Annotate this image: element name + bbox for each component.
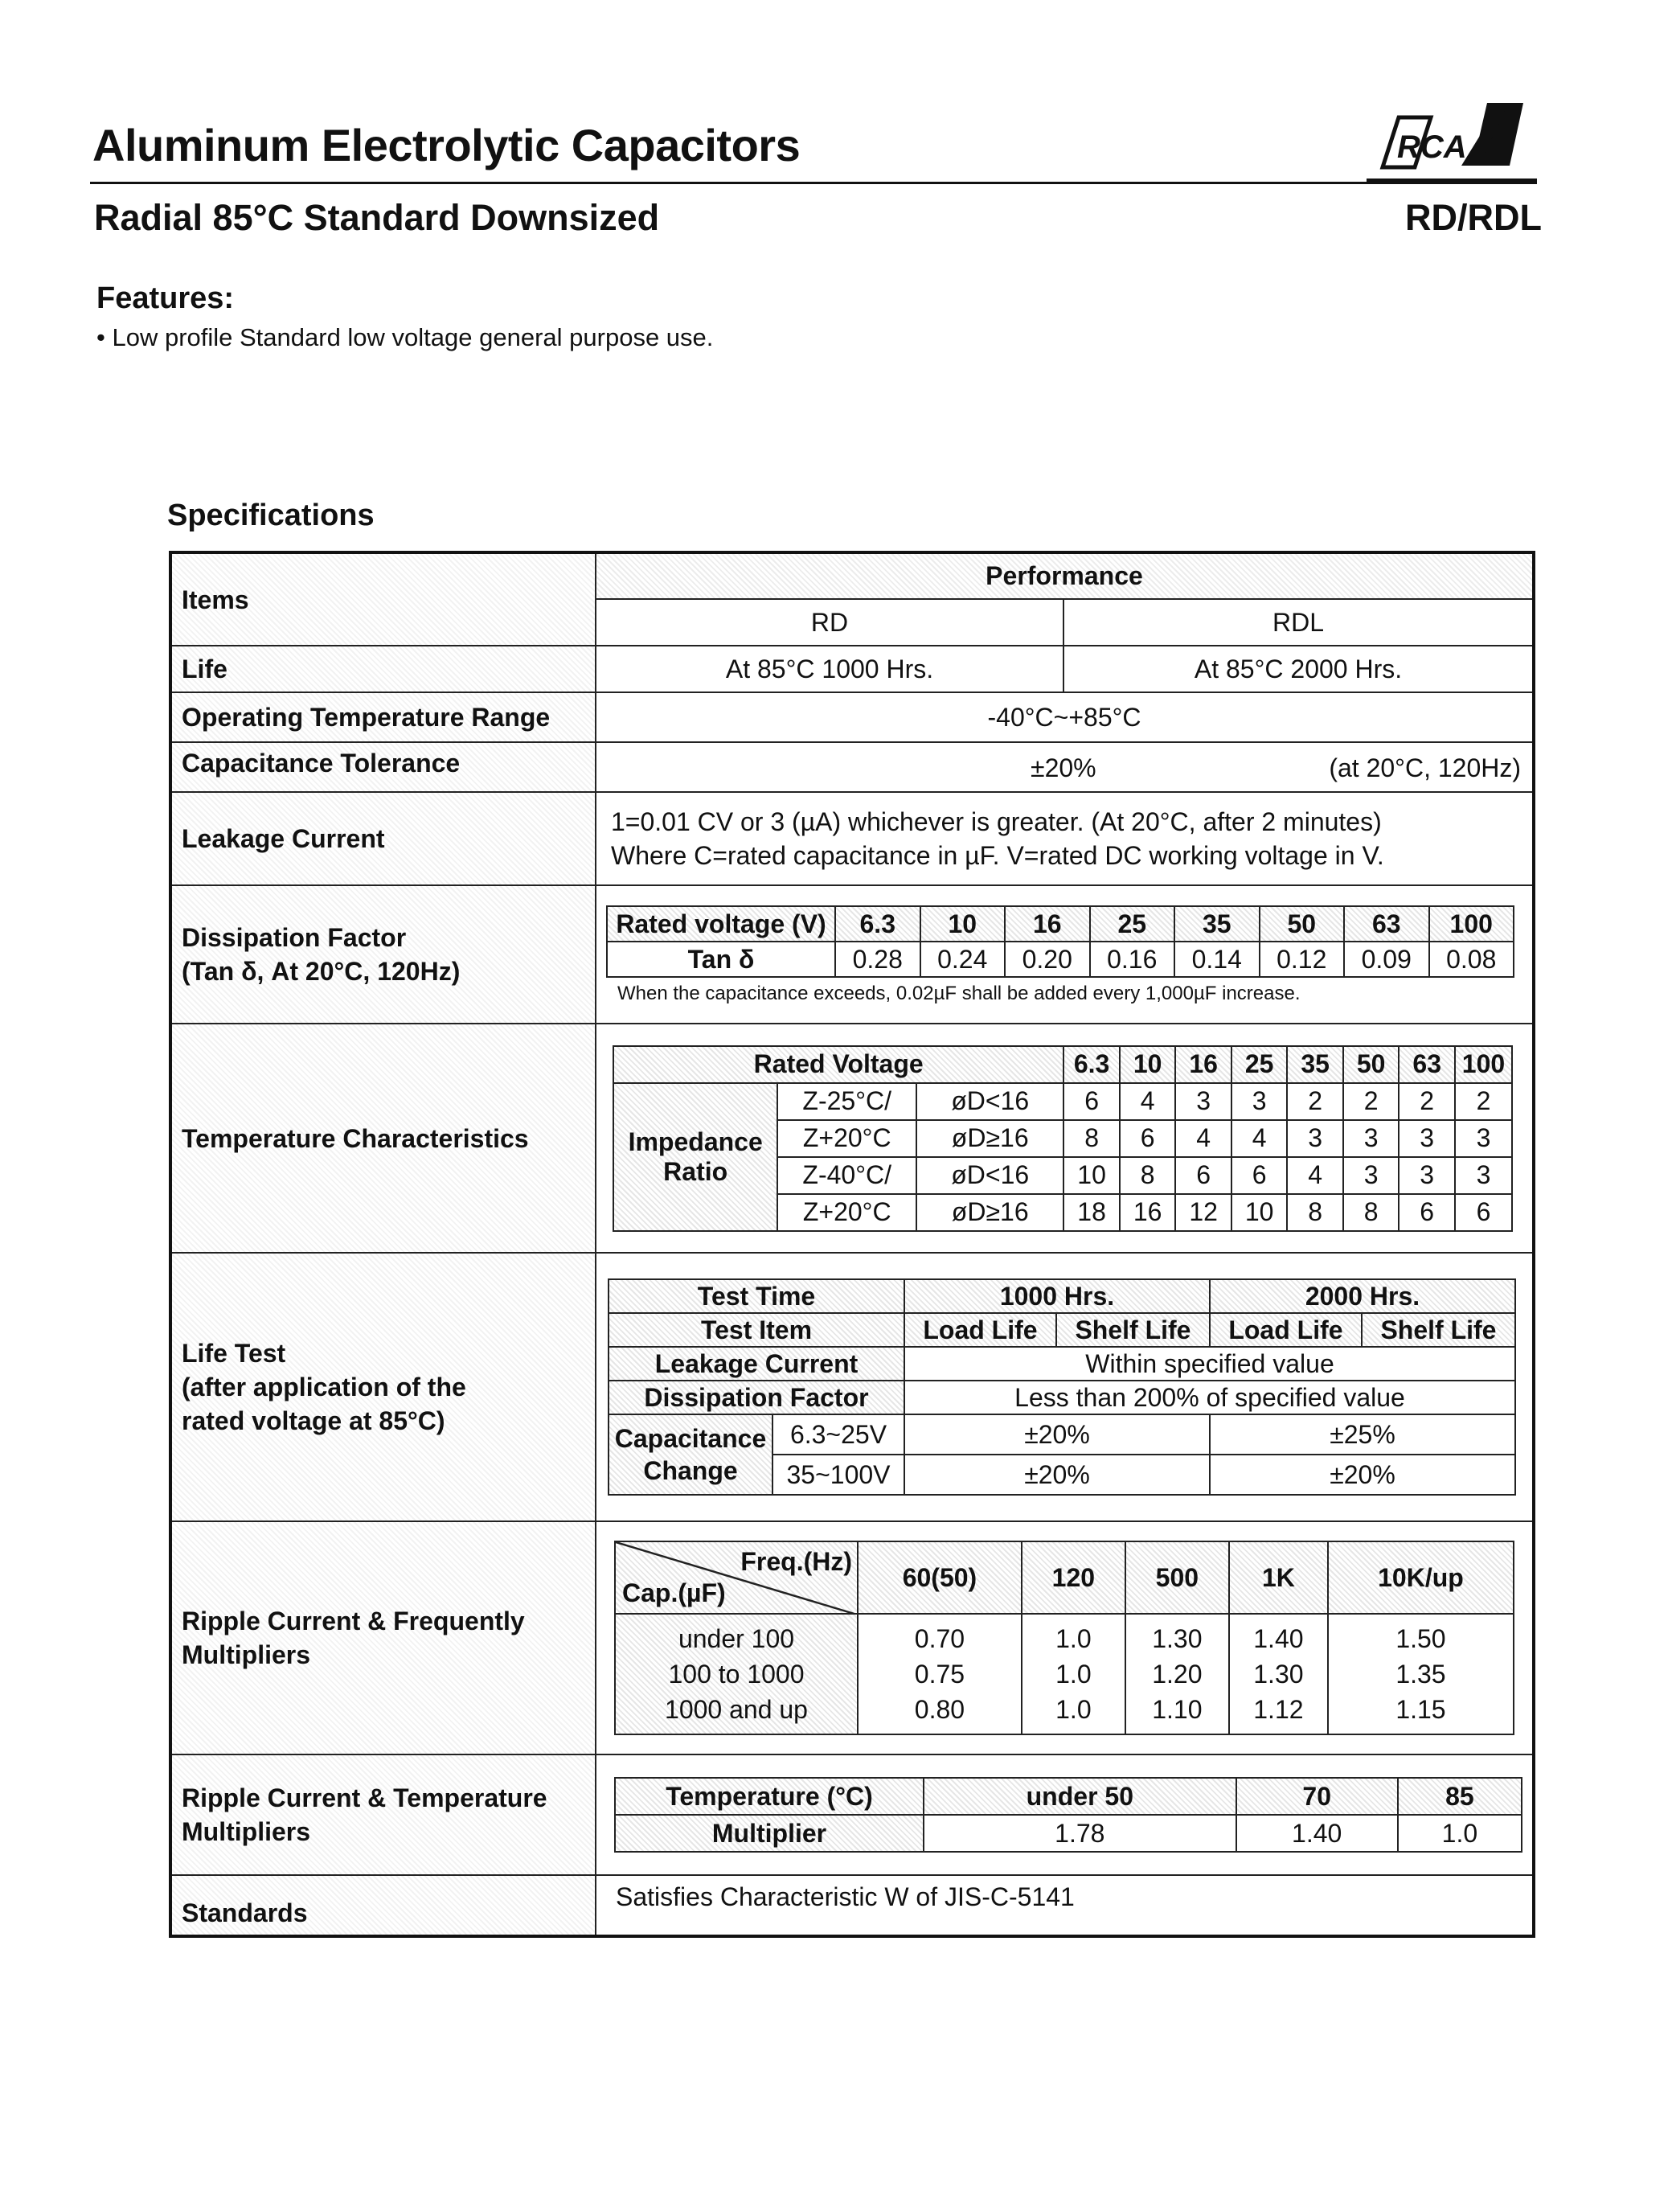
features-heading: Features: xyxy=(96,281,235,315)
rf-label-line2: Multipliers xyxy=(182,1640,311,1669)
tc-value-1-4: 3 xyxy=(1287,1120,1343,1157)
rf-value-2-4: 1.15 xyxy=(1395,1695,1446,1724)
rf-cap-label: Cap.(µF) xyxy=(622,1578,726,1607)
df-label-line1: Dissipation Factor xyxy=(182,923,407,952)
rf-value-0-0: 0.70 xyxy=(914,1624,965,1653)
lt-cell xyxy=(596,1253,1534,1521)
df-note: When the capacitance exceeds, 0.02µF shall be added every 1,000µF increase. xyxy=(617,983,1301,1004)
leakage-label: Leakage Current xyxy=(170,792,596,885)
df-voltage-4: 35 xyxy=(1174,906,1260,942)
rt-temp-header: Temperature (°C) xyxy=(615,1778,924,1815)
cap-tol-value: ±20% xyxy=(1031,753,1096,782)
lt-label-line3: rated voltage at 85°C) xyxy=(182,1406,445,1435)
tc-value-2-4: 4 xyxy=(1287,1157,1343,1194)
rt-label-line2: Multipliers xyxy=(182,1817,311,1846)
tc-value-3-2: 12 xyxy=(1175,1194,1231,1231)
leakage-line-2: Where C=rated capacitance in µF. V=rated DC working voltage in V. xyxy=(611,841,1384,870)
tc-table xyxy=(613,1045,1513,1232)
tc-value-0-1: 4 xyxy=(1120,1083,1176,1120)
tc-value-3-0: 18 xyxy=(1063,1194,1120,1231)
tc-voltage-6: 63 xyxy=(1399,1046,1455,1083)
tc-value-2-1: 8 xyxy=(1120,1157,1176,1194)
tc-value-3-5: 8 xyxy=(1343,1194,1399,1231)
title-rule xyxy=(90,182,1537,184)
rt-cell xyxy=(596,1754,1534,1875)
df-cell xyxy=(596,885,1534,1024)
rf-column-0 xyxy=(858,1614,1022,1734)
life-rdl: At 85°C 2000 Hrs. xyxy=(1063,646,1534,692)
rf-value-1-0: 0.75 xyxy=(914,1660,965,1689)
tc-voltage-0: 6.3 xyxy=(1063,1046,1120,1083)
lt-shelf-life-2000: Shelf Life xyxy=(1362,1313,1515,1347)
lt-range-2-1000: ±20% xyxy=(904,1455,1210,1495)
rf-column-1 xyxy=(1022,1614,1125,1734)
rf-freq-3: 1K xyxy=(1229,1541,1328,1614)
rf-cap-0: under 100 xyxy=(678,1624,795,1653)
rt-mult-2: 1.0 xyxy=(1398,1815,1522,1852)
tc-value-3-4: 8 xyxy=(1287,1194,1343,1231)
rt-temp-2: 85 xyxy=(1398,1778,1522,1815)
rf-value-2-1: 1.0 xyxy=(1055,1695,1092,1724)
specifications-heading: Specifications xyxy=(167,499,375,532)
tc-value-3-1: 16 xyxy=(1120,1194,1176,1231)
lt-leakage-label: Leakage Current xyxy=(609,1347,904,1381)
rf-cap-column xyxy=(615,1614,858,1734)
lt-2000-header: 2000 Hrs. xyxy=(1210,1279,1515,1313)
tc-value-0-2: 3 xyxy=(1175,1083,1231,1120)
rf-label xyxy=(170,1521,596,1754)
page-title: Aluminum Electrolytic Capacitors xyxy=(92,120,801,170)
rf-value-0-3: 1.40 xyxy=(1253,1624,1304,1653)
lt-shelf-life-1000: Shelf Life xyxy=(1056,1313,1210,1347)
rf-value-1-3: 1.30 xyxy=(1253,1660,1304,1689)
lt-df-label: Dissipation Factor xyxy=(609,1381,904,1414)
rf-value-2-2: 1.10 xyxy=(1152,1695,1203,1724)
df-tan-value-7: 0.08 xyxy=(1429,942,1514,977)
tc-value-0-0: 6 xyxy=(1063,1083,1120,1120)
rf-value-2-0: 0.80 xyxy=(914,1695,965,1724)
tc-value-1-7: 3 xyxy=(1455,1120,1512,1157)
tc-temp-3: Z+20°C xyxy=(777,1194,916,1231)
df-voltage-0: 6.3 xyxy=(835,906,920,942)
standards-label: Standards xyxy=(170,1875,596,1936)
tc-cell xyxy=(596,1024,1534,1253)
rt-table xyxy=(614,1777,1522,1853)
rt-mult-1: 1.40 xyxy=(1236,1815,1398,1852)
lt-range-1-2000: ±25% xyxy=(1210,1414,1515,1455)
tc-value-2-6: 3 xyxy=(1399,1157,1455,1194)
lt-label-line1: Life Test xyxy=(182,1339,286,1368)
lt-load-life-2000: Load Life xyxy=(1210,1313,1362,1347)
tc-impedance-ratio-label xyxy=(613,1083,777,1231)
df-label-line2: (Tan δ, At 20°C, 120Hz) xyxy=(182,957,461,986)
specifications-table xyxy=(169,551,1535,1938)
tc-voltage-1: 10 xyxy=(1120,1046,1176,1083)
rf-freq-label: Freq.(Hz) xyxy=(740,1547,852,1576)
tc-temp-0: Z-25°C/ xyxy=(777,1083,916,1120)
tc-value-2-5: 3 xyxy=(1343,1157,1399,1194)
rca-logo xyxy=(1367,103,1537,183)
df-voltage-3: 25 xyxy=(1090,906,1175,942)
df-tan-value-6: 0.09 xyxy=(1344,942,1429,977)
rt-temp-1: 70 xyxy=(1236,1778,1398,1815)
life-rd: At 85°C 1000 Hrs. xyxy=(596,646,1063,692)
lt-range-2-2000: ±20% xyxy=(1210,1455,1515,1495)
df-voltage-7: 100 xyxy=(1429,906,1514,942)
tc-row xyxy=(613,1083,1512,1120)
df-table xyxy=(606,905,1514,978)
tc-rated-voltage-header: Rated Voltage xyxy=(613,1046,1063,1083)
lt-cap-change-line2: Change xyxy=(643,1456,738,1485)
leakage-cell xyxy=(596,792,1534,885)
tc-value-1-6: 3 xyxy=(1399,1120,1455,1157)
lt-range-2: 35~100V xyxy=(772,1455,904,1495)
df-voltage-5: 50 xyxy=(1260,906,1345,942)
rf-column-3 xyxy=(1229,1614,1328,1734)
df-tan-value-0: 0.28 xyxy=(835,942,920,977)
lt-table xyxy=(608,1278,1516,1496)
logo-text: RCA xyxy=(1397,129,1467,165)
tc-diameter-0: øD<16 xyxy=(916,1083,1063,1120)
df-rated-voltage-header: Rated voltage (V) xyxy=(607,906,835,942)
df-voltage-6: 63 xyxy=(1344,906,1429,942)
items-header: Items xyxy=(170,552,596,646)
tc-impedance-line1: Impedance xyxy=(628,1127,763,1156)
tc-value-3-6: 6 xyxy=(1399,1194,1455,1231)
rf-column-2 xyxy=(1125,1614,1229,1734)
tc-value-3-7: 6 xyxy=(1455,1194,1512,1231)
tc-diameter-2: øD<16 xyxy=(916,1157,1063,1194)
rf-value-0-2: 1.30 xyxy=(1152,1624,1203,1653)
rd-header: RD xyxy=(596,599,1063,646)
df-tan-value-1: 0.24 xyxy=(920,942,1006,977)
rt-mult-header: Multiplier xyxy=(615,1815,924,1852)
tc-value-0-5: 2 xyxy=(1343,1083,1399,1120)
rt-label xyxy=(170,1754,596,1875)
rt-temp-0: under 50 xyxy=(924,1778,1236,1815)
lt-range-1-1000: ±20% xyxy=(904,1414,1210,1455)
rf-column-4 xyxy=(1328,1614,1514,1734)
tc-value-0-3: 3 xyxy=(1231,1083,1288,1120)
tc-value-2-3: 6 xyxy=(1231,1157,1288,1194)
standards-value: Satisfies Characteristic W of JIS-C-5141 xyxy=(596,1875,1534,1936)
df-voltage-2: 16 xyxy=(1005,906,1090,942)
rf-freq-4: 10K/up xyxy=(1328,1541,1514,1614)
tc-value-1-1: 6 xyxy=(1120,1120,1176,1157)
lt-load-life-1000: Load Life xyxy=(904,1313,1056,1347)
tc-value-2-7: 3 xyxy=(1455,1157,1512,1194)
lt-label-line2: (after application of the xyxy=(182,1373,466,1401)
rf-cap-2: 1000 and up xyxy=(665,1695,808,1724)
tc-label: Temperature Characteristics xyxy=(170,1024,596,1253)
lt-cap-change-label xyxy=(609,1414,772,1495)
rf-value-1-4: 1.35 xyxy=(1395,1660,1446,1689)
tc-voltage-4: 35 xyxy=(1287,1046,1343,1083)
df-voltage-1: 10 xyxy=(920,906,1006,942)
tc-voltage-7: 100 xyxy=(1455,1046,1512,1083)
lt-1000-header: 1000 Hrs. xyxy=(904,1279,1210,1313)
subtitle: Radial 85°C Standard Downsized xyxy=(94,197,660,238)
rdl-header: RDL xyxy=(1063,599,1534,646)
tc-voltage-5: 50 xyxy=(1343,1046,1399,1083)
series-code: RD/RDL xyxy=(1405,197,1542,238)
rf-cap-1: 100 to 1000 xyxy=(668,1660,805,1689)
rf-corner-header xyxy=(615,1541,858,1614)
lt-range-1: 6.3~25V xyxy=(772,1414,904,1455)
df-tan-value-4: 0.14 xyxy=(1174,942,1260,977)
tc-diameter-3: øD≥16 xyxy=(916,1194,1063,1231)
features-bullet: • Low profile Standard low voltage general purpose use. xyxy=(96,323,714,351)
tc-value-3-3: 10 xyxy=(1231,1194,1288,1231)
rt-mult-0: 1.78 xyxy=(924,1815,1236,1852)
lt-label xyxy=(170,1253,596,1521)
tc-temp-2: Z-40°C/ xyxy=(777,1157,916,1194)
tc-value-1-2: 4 xyxy=(1175,1120,1231,1157)
tc-value-2-0: 10 xyxy=(1063,1157,1120,1194)
rf-freq-2: 500 xyxy=(1125,1541,1229,1614)
lt-test-time-header: Test Time xyxy=(609,1279,904,1313)
df-tan-value-5: 0.12 xyxy=(1260,942,1345,977)
df-label xyxy=(170,885,596,1024)
tc-value-0-4: 2 xyxy=(1287,1083,1343,1120)
life-label: Life xyxy=(170,646,596,692)
rt-label-line1: Ripple Current & Temperature xyxy=(182,1783,547,1812)
tc-value-1-5: 3 xyxy=(1343,1120,1399,1157)
temp-range-value: -40°C~+85°C xyxy=(596,692,1534,742)
lt-df-value: Less than 200% of specified value xyxy=(904,1381,1515,1414)
rf-freq-0: 60(50) xyxy=(858,1541,1022,1614)
cap-tol-condition: (at 20°C, 120Hz) xyxy=(1329,753,1521,782)
tc-impedance-line2: Ratio xyxy=(663,1156,728,1186)
leakage-line-1: 1=0.01 CV or 3 (µA) whichever is greater. (At 20°C, after 2 minutes) xyxy=(611,807,1382,836)
df-tan-value-2: 0.20 xyxy=(1005,942,1090,977)
rf-cell xyxy=(596,1521,1534,1754)
rf-value-1-2: 1.20 xyxy=(1152,1660,1203,1689)
cap-tol-cell xyxy=(596,742,1534,792)
rf-value-0-1: 1.0 xyxy=(1055,1624,1092,1653)
temp-range-label: Operating Temperature Range xyxy=(170,692,596,742)
tc-value-1-0: 8 xyxy=(1063,1120,1120,1157)
lt-test-item-header: Test Item xyxy=(609,1313,904,1347)
df-tan-header: Tan δ xyxy=(607,942,835,977)
tc-value-0-6: 2 xyxy=(1399,1083,1455,1120)
lt-cap-change-line1: Capacitance xyxy=(614,1424,767,1453)
rf-freq-1: 120 xyxy=(1022,1541,1125,1614)
tc-voltage-3: 25 xyxy=(1231,1046,1288,1083)
rf-table xyxy=(614,1541,1514,1735)
rf-value-1-1: 1.0 xyxy=(1055,1660,1092,1689)
performance-header: Performance xyxy=(596,552,1534,599)
lt-leakage-value: Within specified value xyxy=(904,1347,1515,1381)
cap-tol-label: Capacitance Tolerance xyxy=(170,742,596,792)
rf-label-line1: Ripple Current & Frequently xyxy=(182,1607,525,1635)
rf-value-2-3: 1.12 xyxy=(1253,1695,1304,1724)
tc-value-2-2: 6 xyxy=(1175,1157,1231,1194)
tc-temp-1: Z+20°C xyxy=(777,1120,916,1157)
tc-value-1-3: 4 xyxy=(1231,1120,1288,1157)
tc-value-0-7: 2 xyxy=(1455,1083,1512,1120)
df-tan-value-3: 0.16 xyxy=(1090,942,1175,977)
rf-value-0-4: 1.50 xyxy=(1395,1624,1446,1653)
tc-voltage-2: 16 xyxy=(1175,1046,1231,1083)
tc-diameter-1: øD≥16 xyxy=(916,1120,1063,1157)
